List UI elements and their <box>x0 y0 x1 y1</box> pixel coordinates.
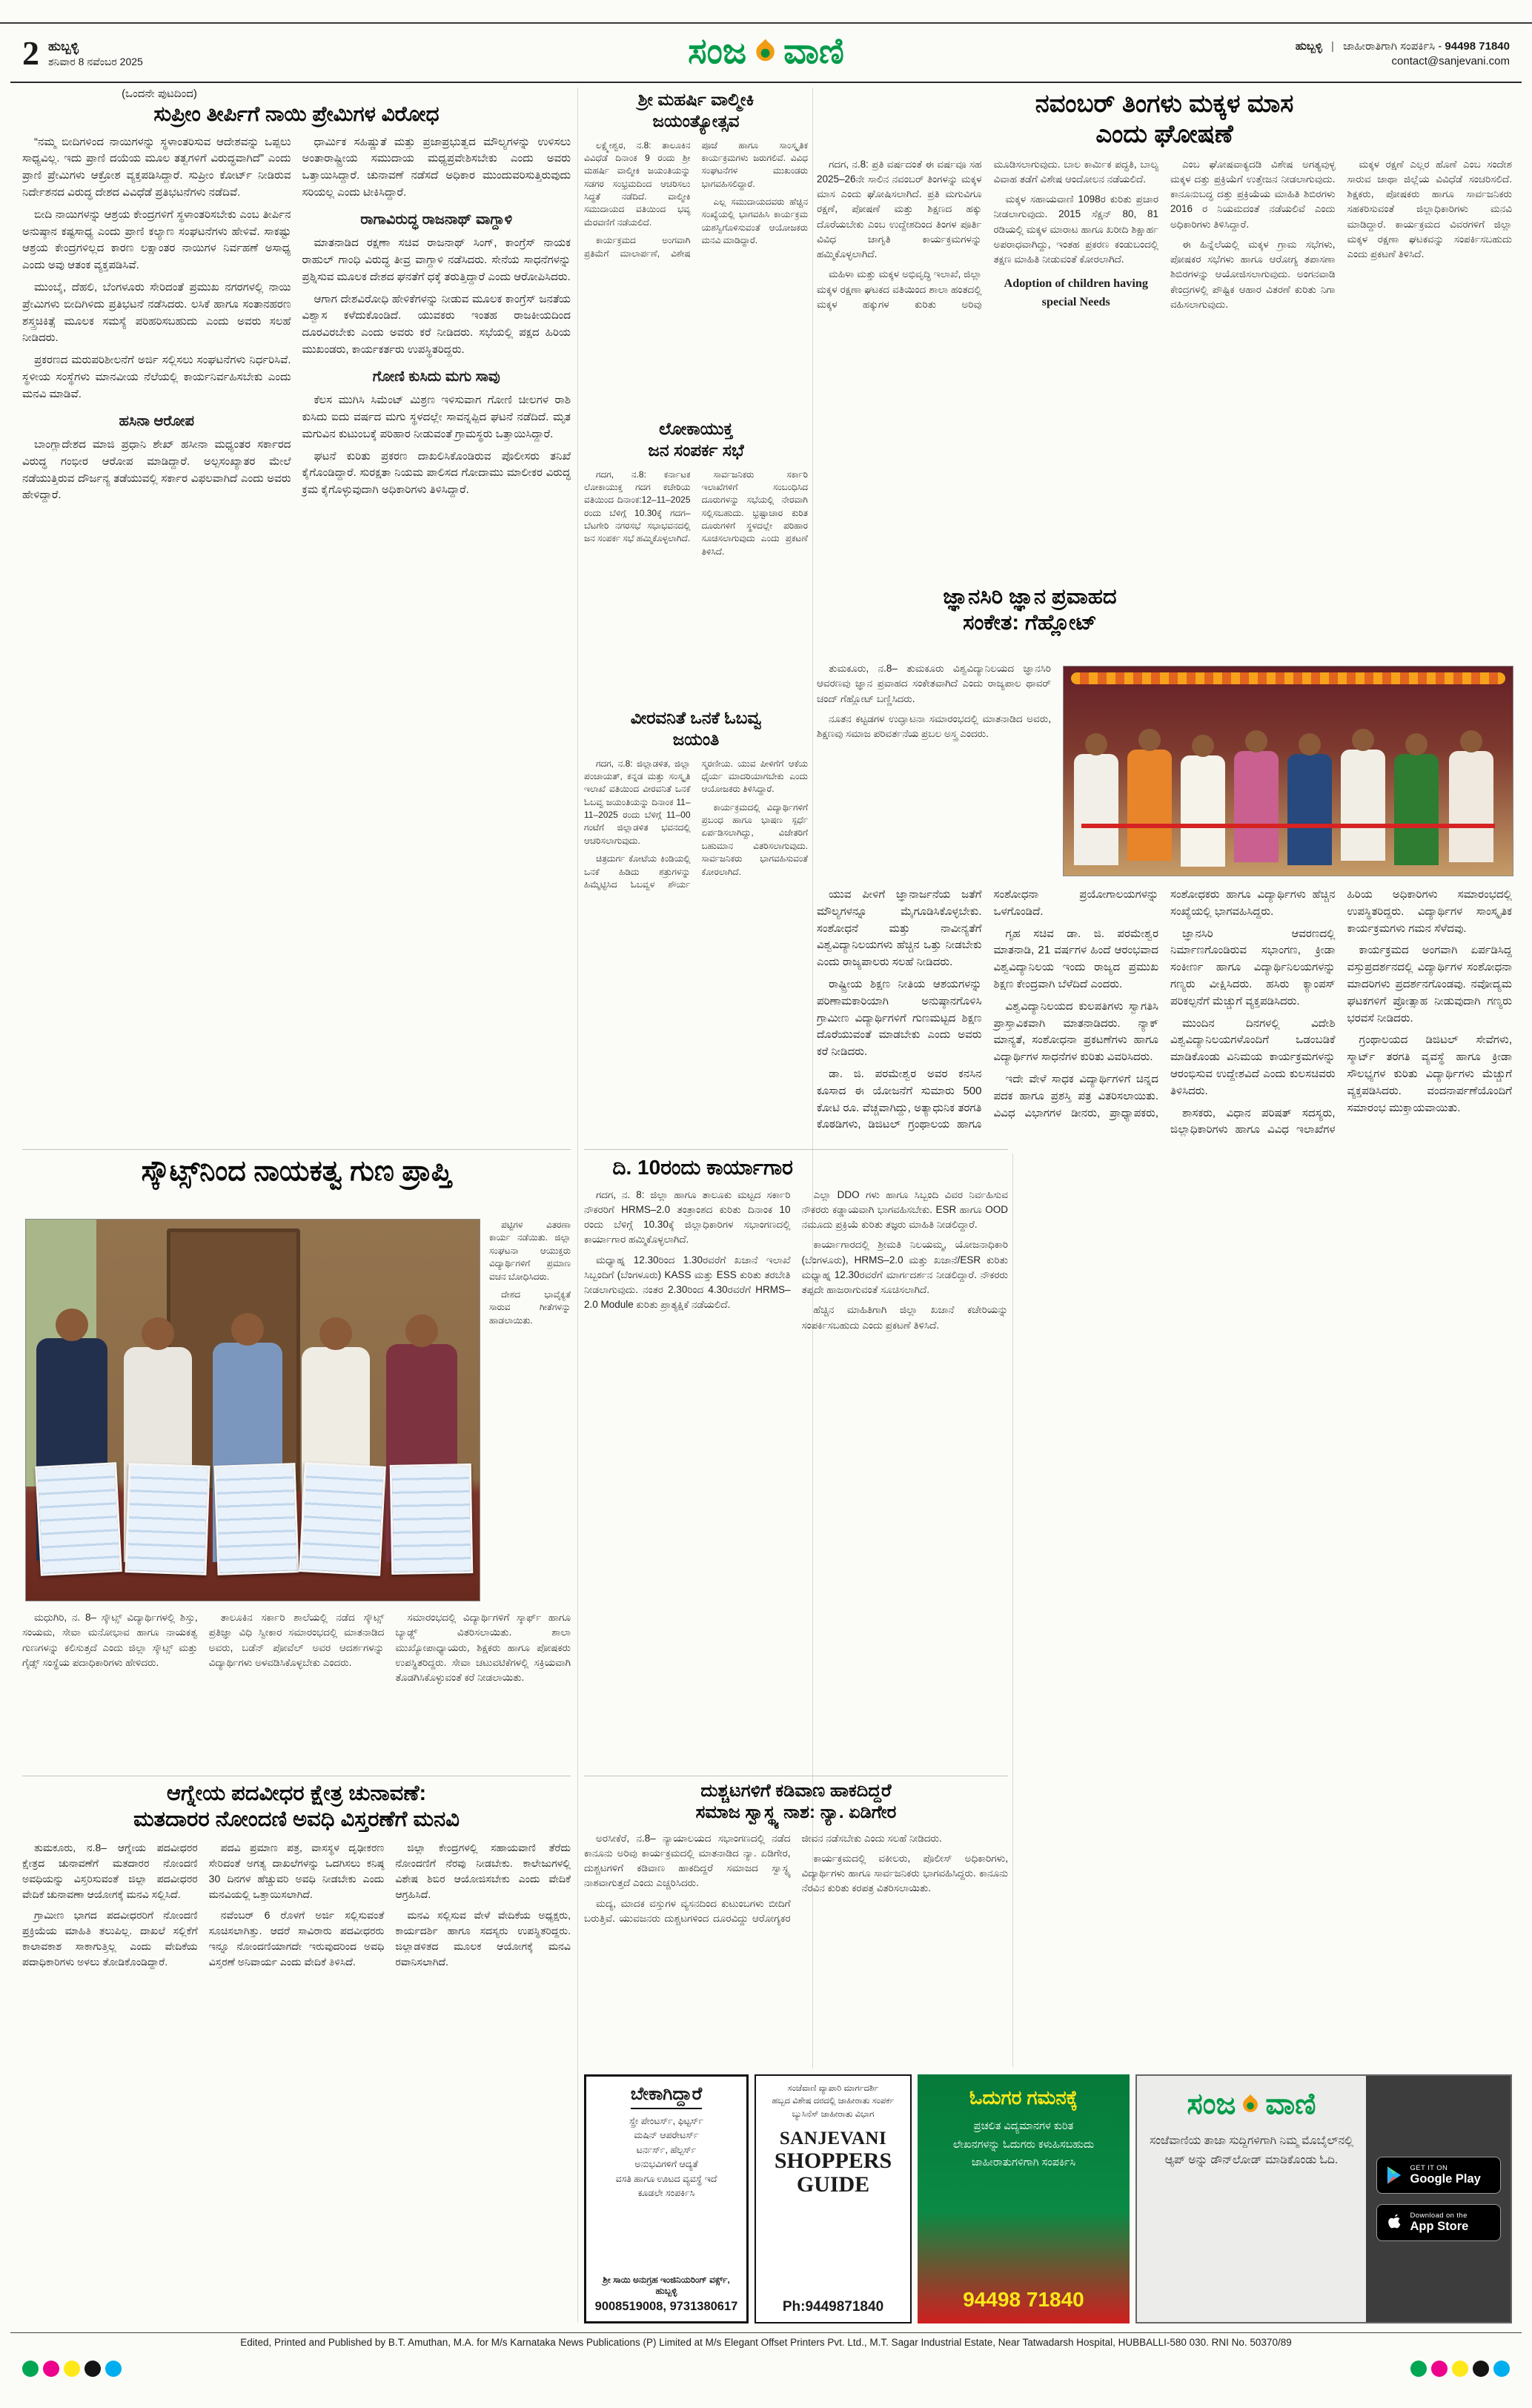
edition-block <box>48 37 143 68</box>
article-paragraph: ಗದಗ, ನ.8: ಕರ್ನಾಟಕ ಲೋಕಾಯುಕ್ತ ಗದಗ ಕಚೇರಿಯ ವತಿಯಿಂದ ದಿನಾಂಕ:12–11–2025 ರಂದು ಬೆಳಿಗ್ಗೆ 10.30ಕ್ಕೆ ಗದಗ–ಬೆಟಗೇರಿ ನಗರಸಭೆ ಸಭಾಭವನದಲ್ಲಿ ಜನ ಸಂಪರ್ಕ ಸಭೆ ಹಮ್ಮಿಕೊಳ್ಳಲಾಗಿದೆ. <box>584 469 691 544</box>
footer-rule <box>10 2332 1522 2333</box>
article-paragraph: ಲಕ್ಷ್ಮೇಶ್ವರ, ನ.8: ತಾಲೂಕಿನ ವಿವಿಧೆಡೆ ದಿನಾಂಕ 9 ರಂದು ಶ್ರೀ ಮಹರ್ಷಿ ವಾಲ್ಮೀಕಿ ಜಯಂತಿಯನ್ನು ಸಡಗರ ಸಂಭ್ರಮದಿಂದ ಆಚರಿಸಲು ಸಿದ್ಧತೆ ನಡೆದಿದೆ. ವಾಲ್ಮೀಕಿ ಸಮುದಾಯದ ವತಿಯಿಂದ ಭವ್ಯ ಮೆರವಣಿಗೆ ನಡೆಯಲಿದೆ. <box>584 139 691 228</box>
article-paragraph: ಗ್ರಂಥಾಲಯದ ಡಿಜಿಟಲ್ ಸೇವೆಗಳು, ಸ್ಮಾರ್ಟ್ ತರಗತಿ ವ್ಯವಸ್ಥೆ ಹಾಗೂ ಕ್ರೀಡಾ ಸೌಲಭ್ಯಗಳ ಕುರಿತು ವಿದ್ಯಾರ್ಥಿಗಳು ಮೆಚ್ಚುಗೆ ವ್ಯಕ್ತಪಡಿಸಿದರು. ವಂದನಾರ್ಪಣೆಯೊಂದಿಗೆ ಸಮಾರಂಭ ಮುಕ್ತಾಯವಾಯಿತು. <box>1347 1033 1512 1114</box>
badge-store-name: Google Play <box>1410 2172 1481 2186</box>
badge-caption: Download on the <box>1410 2211 1468 2220</box>
article-body <box>584 1188 1008 1773</box>
article-paragraph: ಕಾರ್ಯಕ್ರಮದಲ್ಲಿ ವಿದ್ಯಾರ್ಥಿಗಳಿಗೆ ಪ್ರಬಂಧ ಹಾಗೂ ಭಾಷಣ ಸ್ಪರ್ಧೆ ಏರ್ಪಡಿಸಲಾಗಿದ್ದು, ವಿಜೇತರಿಗೆ ಬಹುಮಾನ ವಿತರಿಸಲಾಗುವುದು. ಸಾರ್ವಜನಿಕರು ಭಾಗವಹಿಸುವಂತೆ ಕೋರಲಾಗಿದೆ. <box>701 801 808 877</box>
registration-dot <box>1431 2361 1448 2377</box>
imprint-line: Edited, Printed and Published by B.T. Amuthan, M.A. for M/s Karnataka News Publications (P) Limited at M/s Elegant Offset Printers Pvt. Ltd., M.T. Sagar Industrial Estate, Near Tatwadarsh Hospital, HUBBALLI-580 030. RNI No. 50370/89 <box>240 2337 1292 2348</box>
article-paragraph: ಶಾಸಕರು, ವಿಧಾನ ಪರಿಷತ್ ಸದಸ್ಯರು, ಜಿಲ್ಲಾಧಿಕಾರಿಗಳು ಹಾಗೂ ವಿವಿಧ ಇಲಾಖೆಗಳ ಹಿರಿಯ ಅಧಿಕಾರಿಗಳು ಸಮಾರಂಭದಲ್ಲಿ ಉಪಸ್ಥಿತರಿದ್ದರು. ವಿದ್ಯಾರ್ಥಿಗಳ ಸಾಂಸ್ಕೃತಿಕ ಕಾರ್ಯಕ್ರಮಗಳು ಗಮನ ಸೆಳೆದವು. <box>1170 888 1512 1137</box>
article-paragraph: ಸಮಾರಂಭದಲ್ಲಿ ವಿದ್ಯಾರ್ಥಿಗಳಿಗೆ ಸ್ಕಾರ್ಫ್ ಹಾಗೂ ಬ್ಯಾಡ್ಜ್ ವಿತರಿಸಲಾಯಿತು. ಶಾಲಾ ಮುಖ್ಯೋಪಾಧ್ಯಾಯರು, ಶಿಕ್ಷಕರು ಹಾಗೂ ಪೋಷಕರು ಉಪಸ್ಥಿತರಿದ್ದರು. ಸೇವಾ ಚಟುವಟಿಕೆಗಳಲ್ಲಿ ಸಕ್ರಿಯವಾಗಿ ತೊಡಗಿಸಿಕೊಳ್ಳುವಂತೆ ಕರೆ ನೀಡಲಾಯಿತು. <box>395 1612 571 1683</box>
registration-dot <box>22 2361 39 2377</box>
article-body <box>817 157 1512 577</box>
shoppers-ad-lines <box>772 2083 895 2121</box>
registration-dot <box>64 2361 80 2377</box>
headline-line: ಲೋಕಾಯುಕ್ತ <box>659 419 733 438</box>
wanted-ad-line: ವಸತಿ ಹಾಗೂ ಊಟದ ವ್ಯವಸ್ಥೆ ಇದೆ <box>615 2173 717 2184</box>
article-paragraph: ಬೀದಿ ನಾಯಿಗಳನ್ನು ಆಶ್ರಯ ಕೇಂದ್ರಗಳಿಗೆ ಸ್ಥಳಾಂತರಿಸಬೇಕು ಎಂಬ ತೀರ್ಪಿನ ಅನುಷ್ಠಾನ ಕಷ್ಟಸಾಧ್ಯ ಎಂದು ಪ್ರಾಣಿ ಕಲ್ಯಾಣ ಸಂಘಟನೆಗಳು ಹೇಳಿವೆ. ಸಾಕಷ್ಟು ಆಶ್ರಯ ಕೇಂದ್ರಗಳಿಲ್ಲದ ಕಾರಣ ಲಕ್ಷಾಂತರ ನಾಯಿಗಳ ನಿರ್ವಹಣೆ ಅಸಾಧ್ಯ ಎಂದು ಅವು ಆತಂಕ ವ್ಯಕ್ತಪಡಿಸಿವೆ. <box>22 208 291 272</box>
article-paragraph: ದೇಶದ ಭಾವೈಕ್ಯತೆ ಸಾರುವ ಗೀತೆಗಳನ್ನು ಹಾಡಲಾಯಿತು. <box>489 1289 571 1326</box>
app-ad-left <box>1137 2076 1366 2322</box>
article-paragraph: ಮಾತನಾಡಿದ ರಕ್ಷಣಾ ಸಚಿವ ರಾಜನಾಥ್ ಸಿಂಗ್, ಕಾಂಗ್ರೆಸ್ ನಾಯಕ ರಾಹುಲ್ ಗಾಂಧಿ ವಿರುದ್ಧ ತೀವ್ರ ವಾಗ್ದಾಳಿ ನಡೆಸಿದರು. ಸೇನೆಯ ಸಾಧನೆಗಳನ್ನು ಪ್ರಶ್ನಿಸುವ ಮೂಲಕ ದೇಶದ ಘನತೆಗೆ ಧಕ್ಕೆ ತರುತ್ತಿದ್ದಾರೆ ಎಂದು ಆರೋಪಿಸಿದರು. <box>302 236 571 283</box>
photo-person-shape <box>1287 754 1332 865</box>
article-paragraph: ಆಗಾಗ ದೇಶವಿರೋಧಿ ಹೇಳಿಕೆಗಳನ್ನು ನೀಡುವ ಮೂಲಕ ಕಾಂಗ್ರೆಸ್ ಜನತೆಯ ವಿಶ್ವಾಸ ಕಳೆದುಕೊಂಡಿದೆ. ಯುವಕರು ಇಂತಹ ರಾಜಕೀಯದಿಂದ ದೂರವಿರಬೇಕು ಎಂದು ಅವರು ಕರೆ ನೀಡಿದರು. ಸಭೆಯಲ್ಲಿ ಪಕ್ಷದ ಹಿರಿಯ ಮುಖಂಡರು, ಕಾರ್ಯಕರ್ತರು ಉಪಸ್ಥಿತರಿದ್ದರು. <box>302 292 571 356</box>
article-paragraph: ನೂತನ ಕಟ್ಟಡಗಳ ಉದ್ಘಾಟನಾ ಸಮಾರಂಭದಲ್ಲಿ ಮಾತನಾಡಿದ ಅವರು, ಶಿಕ್ಷಣವು ಸಮಾಜ ಪರಿವರ್ತನೆಯ ಪ್ರಬಲ ಅಸ್ತ್ರ ಎಂದರು. <box>817 712 1051 739</box>
notice-lines <box>953 2117 1094 2172</box>
article-paragraph: ಘಟನೆ ಕುರಿತು ಪ್ರಕರಣ ದಾಖಲಿಸಿಕೊಂಡಿರುವ ಪೊಲೀಸರು ತನಿಖೆ ಕೈಗೊಂಡಿದ್ದಾರೆ. ಸುರಕ್ಷತಾ ನಿಯಮ ಪಾಲಿಸದ ಗೋದಾಮು ಮಾಲೀಕರ ವಿರುದ್ಧ ಕ್ರಮ ಕೈಗೊಳ್ಳುವುದಾಗಿ ಅಧಿಕಾರಿಗಳು ತಿಳಿಸಿದ್ದಾರೆ. <box>302 449 571 497</box>
article-supreme-verdict <box>22 87 571 1148</box>
article-paragraph: ಧಾರ್ಮಿಕ ಸಹಿಷ್ಣುತೆ ಮತ್ತು ಪ್ರಜಾಪ್ರಭುತ್ವದ ಮೌಲ್ಯಗಳನ್ನು ಉಳಿಸಲು ಅಂತಾರಾಷ್ಟ್ರೀಯ ಸಮುದಾಯ ಮಧ್ಯಪ್ರವೇಶಿಸಬೇಕು ಎಂದು ಅವರು ಒತ್ತಾಯಿಸಿದ್ದಾರೆ. ಚುನಾವಣೆ ನಡೆಸದೆ ಅಧಿಕಾರ ಮುಂದುವರಿಸುತ್ತಿರುವುದು ಸರಿಯಲ್ಲ ಎಂದು ಟೀಕಿಸಿದ್ದಾರೆ. <box>302 135 571 199</box>
article-paragraph: ಅರಸೀಕೆರೆ, ನ.8– ನ್ಯಾಯಾಲಯದ ಸಭಾಂಗಣದಲ್ಲಿ ನಡೆದ ಕಾನೂನು ಅರಿವು ಕಾರ್ಯಕ್ರಮದಲ್ಲಿ ಮಾತನಾಡಿದ ನ್ಯಾ. ಏಡಿಗೇರ, ದುಶ್ಚಟಗಳಿಗೆ ಕಡಿವಾಣ ಹಾಕದಿದ್ದರೆ ಸಮಾಜದ ಸ್ವಾಸ್ಥ್ಯ ನಾಶವಾಗುತ್ತದೆ ಎಂದು ಎಚ್ಚರಿಸಿದರು. <box>584 1832 791 1889</box>
headline-supreme: ಸುಪ್ರೀಂ ತೀರ್ಪಿಗೆ ನಾಯಿ ಪ್ರೇಮಿಗಳ ವಿರೋಧ <box>153 102 440 125</box>
scouts-group-photo <box>25 1219 480 1601</box>
shoppers-ad-line: ಹಬ್ಬದ ವಿಶೇಷ ದರದಲ್ಲಿ ಜಾಹೀರಾತು ಸಂಪರ್ಕ <box>772 2097 895 2106</box>
article-workshop <box>584 1154 1008 1773</box>
article-childrens-month <box>817 87 1512 577</box>
article-paragraph: ಡಾ. ಜಿ. ಪರಮೇಶ್ವರ ಅವರ ಕನಸಿನ ಕೂಸಾದ ಈ ಯೋಜನೆಗೆ ಸುಮಾರು 500 ಕೋಟಿ ರೂ. ವೆಚ್ಚವಾಗಿದ್ದು, ಅತ್ಯಾಧುನಿಕ ತರಗತಿ ಕೊಠಡಿಗಳು, ಡಿಜಿಟಲ್ ಗ್ರಂಥಾಲಯ ಹಾಗೂ ಸಂಶೋಧನಾ ಪ್ರಯೋಗಾಲಯಗಳನ್ನು ಒಳಗೊಂಡಿದೆ. <box>817 888 1158 1131</box>
headline-line: ಸಂಕೇತ: ಗೆಹ್ಲೋಟ್ <box>963 610 1097 635</box>
badge-caption: GET IT ON <box>1410 2163 1448 2172</box>
article-paragraph: ಪಟ್ಟಿಗಳ ವಿತರಣಾ ಕಾರ್ಯ ನಡೆಯಿತು. ಜಿಲ್ಲಾ ಸಂಘಟನಾ ಆಯುಕ್ತರು ವಿದ್ಯಾರ್ಥಿಗಳಿಗೆ ಪ್ರಮಾಣ ವಚನ ಬೋಧಿಸಿದರು. <box>489 1220 571 1282</box>
registration-dot <box>84 2361 101 2377</box>
contact-separator: | <box>1331 40 1334 53</box>
article-paragraph: ತುಮಕೂರು, ನ.8– ಆಗ್ನೇಯ ಪದವೀಧರರ ಕ್ಷೇತ್ರದ ಚುನಾವಣೆಗೆ ಮತದಾರರ ನೋಂದಣಿ ಅವಧಿಯನ್ನು ವಿಸ್ತರಿಸುವಂತೆ ಜಿಲ್ಲಾ ಪದವೀಧರರ ವೇದಿಕೆ ಚುನಾವಣಾ ಆಯೋಗಕ್ಕೆ ಮನವಿ ಸಲ್ಲಿಸಿದೆ. <box>22 1841 198 1900</box>
photo-card-shape <box>390 1463 474 1575</box>
shoppers-ad-line: ಸಂಜೆವಾಣಿ ವ್ಯಾಪಾರಿ ಮಾರ್ಗದರ್ಶಿ <box>787 2084 879 2093</box>
article-paragraph: ಗ್ರಾಮೀಣ ಭಾಗದ ಪದವೀಧರರಿಗೆ ನೋಂದಣಿ ಪ್ರಕ್ರಿಯೆಯ ಮಾಹಿತಿ ತಲುಪಿಲ್ಲ. ದಾಖಲೆ ಸಲ್ಲಿಕೆಗೆ ಕಾಲಾವಕಾಶ ಸಾಕಾಗುತ್ತಿಲ್ಲ ಎಂದು ವೇದಿಕೆಯ ಪದಾಧಿಕಾರಿಗಳು ಅಳಲು ತೋಡಿಕೊಂಡಿದ್ದಾರೆ. <box>22 1908 198 1968</box>
article-paragraph: ಈ ಹಿನ್ನೆಲೆಯಲ್ಲಿ ಮಕ್ಕಳ ಗ್ರಾಮ ಸಭೆಗಳು, ಪೋಷಕರ ಸಭೆಗಳು ಹಾಗೂ ಆರೋಗ್ಯ ತಪಾಸಣಾ ಶಿಬಿರಗಳನ್ನು ಆಯೋಜಿಸಲಾಗುವುದು. ಅಂಗನವಾಡಿ ಕೇಂದ್ರಗಳಲ್ಲಿ ಪೌಷ್ಟಿಕ ಆಹಾರ ವಿತರಣೆ ಕುರಿತು ನಿಗಾ ವಹಿಸಲಾಗುವುದು. <box>1170 238 1336 310</box>
article-paragraph: ತುಮಕೂರು, ನ.8– ತುಮಕೂರು ವಿಶ್ವವಿದ್ಯಾನಿಲಯದ ಜ್ಞಾನಸಿರಿ ಆವರಣವು ಜ್ಞಾನ ಪ್ರವಾಹದ ಸಂಕೇತವಾಗಿದೆ ಎಂದು ರಾಜ್ಯಪಾಲ ಥಾವರ್ ಚಂದ್ ಗೆಹ್ಲೋಟ್ ಬಣ್ಣಿಸಿದರು. <box>817 663 1051 704</box>
photo-card-shape <box>213 1463 299 1575</box>
article-paragraph: ಎಂಬ ಘೋಷವಾಕ್ಯದಡಿ ವಿಶೇಷ ಅಗತ್ಯವುಳ್ಳ ಮಕ್ಕಳ ದತ್ತು ಪ್ರಕ್ರಿಯೆಗೆ ಉತ್ತೇಜನ ನೀಡಲಾಗುವುದು. ಕಾನೂನುಬದ್ಧ ದತ್ತು ಪ್ರಕ್ರಿಯೆಯ ಮಾಹಿತಿ ಶಿಬಿರಗಳು 2016 ರ ನಿಯಮದಂತೆ ನಡೆಯಲಿವೆ ಎಂದು ಅಧಿಕಾರಿಗಳು ತಿಳಿಸಿದ್ದಾರೆ. <box>1170 158 1336 230</box>
edition-date: ಶನಿವಾರ 8 ನವೆಂಬರ 2025 <box>48 56 143 67</box>
article-paragraph: ಹೆಚ್ಚಿನ ಮಾಹಿತಿಗಾಗಿ ಜಿಲ್ಲಾ ಖಜಾನೆ ಕಚೇರಿಯನ್ನು ಸಂಪರ್ಕಿಸಬಹುದು ಎಂದು ಪ್ರಕಟಣೆ ತಿಳಿಸಿದೆ. <box>801 1304 1008 1331</box>
headline-workshop: ದಿ. 10ರಂದು ಕಾರ್ಯಾಗಾರ <box>612 1156 793 1179</box>
wanted-ad-line: ಅನುಭವಿಗಳಿಗೆ ಆದ್ಯತೆ <box>634 2159 698 2170</box>
article-body <box>22 134 571 1148</box>
app-masthead-logo-icon <box>1238 2092 1263 2117</box>
headline-valmiki <box>584 89 808 132</box>
article-paragraph: ಚಿತ್ರದುರ್ಗ ಕೋಟೆಯ ಕಿಂಡಿಯಲ್ಲಿ ಒನಕೆ ಹಿಡಿದು ಶತ್ರುಗಳನ್ನು ಹಿಮ್ಮೆಟ್ಟಿಸಿದ ಓಬವ್ವಳ ಶೌರ್ಯ ಸ್ಮರಣೀಯ. ಯುವ ಪೀಳಿಗೆಗೆ ಆಕೆಯ ಧೈರ್ಯ ಮಾದರಿಯಾಗಬೇಕು ಎಂದು ಆಯೋಜಕರು ತಿಳಿಸಿದ್ದಾರೆ. <box>584 758 808 890</box>
article-bad-habits-judge <box>584 1779 1008 2067</box>
article-paragraph: ಮಧುಗಿರಿ, ನ. 8– ಸ್ಕೌಟ್ಸ್ ವಿದ್ಯಾರ್ಥಿಗಳಲ್ಲಿ ಶಿಸ್ತು, ಸಂಯಮ, ಸೇವಾ ಮನೋಭಾವ ಹಾಗೂ ನಾಯಕತ್ವ ಗುಣಗಳನ್ನು ಕಲಿಸುತ್ತದೆ ಎಂದು ಜಿಲ್ಲಾ ಸ್ಕೌಟ್ಸ್ ಮತ್ತು ಗೈಡ್ಸ್ ಸಂಸ್ಥೆಯ ಪದಾಧಿಕಾರಿಗಳು ಹೇಳಿದರು. <box>22 1612 198 1668</box>
article-paragraph: ಗದಗ, ನ.8: ಪ್ರತಿ ವರ್ಷದಂತೆ ಈ ವರ್ಷವೂ ಸಹ 2025–26ನೇ ಸಾಲಿನ ನವಂಬರ್ ತಿಂಗಳನ್ನು ಮಕ್ಕಳ ಮಾಸ ಎಂದು ಘೋಷಿಸಲಾಗಿದೆ. ಪ್ರತಿ ಮಗುವಿಗೂ ರಕ್ಷಣೆ, ಪೋಷಣೆ ಮತ್ತು ಶಿಕ್ಷಣದ ಹಕ್ಕು ದೊರೆಯಬೇಕು ಎಂಬ ಉದ್ದೇಶದಿಂದ ತಿಂಗಳ ಪೂರ್ತಿ ವಿವಿಧ ಜಾಗೃತಿ ಕಾರ್ಯಕ್ರಮಗಳನ್ನು ಹಮ್ಮಿಕೊಳ್ಳಲಾಗಿದೆ. <box>817 158 982 260</box>
article-body <box>22 1840 571 2322</box>
headline-line: ನವಂಬರ್ ತಿಂಗಳು ಮಕ್ಕಳ ಮಾಸ <box>1035 90 1294 118</box>
wanted-ad-phones: 9008519008, 9731380617 <box>594 2300 738 2313</box>
photo-person-shape <box>1074 754 1118 865</box>
headline-line: ಜನ ಸಂಪರ್ಕ ಸಭೆ <box>648 440 744 460</box>
kicker-from-page-one: (ಒಂದನೇ ಪುಟದಿಂದ) <box>122 87 197 100</box>
header-left <box>22 34 143 72</box>
article-body <box>584 1831 1008 2067</box>
notice-title: ಓದುಗರ ಗಮನಕ್ಕೆ <box>969 2086 1078 2108</box>
headline-election <box>22 1781 571 1833</box>
article-graduate-constituency <box>22 1779 571 2322</box>
article-body <box>22 1610 571 1775</box>
article-lede <box>817 661 1051 875</box>
photo-person-shape <box>1181 755 1225 867</box>
shoppers-phone: Ph:9449871840 <box>782 2299 884 2315</box>
app-ad-masthead <box>1187 2088 1316 2121</box>
article-paragraph: ಮಕ್ಕಳ ಸಹಾಯವಾಣಿ 1098ರ ಕುರಿತು ಪ್ರಚಾರ ನೀಡಲಾಗುವುದು. 2015 ಸೆಕ್ಷನ್ 80, 81 ರಡಿಯಲ್ಲಿ ಮಕ್ಕಳ ಮಾರಾಟ ಹಾಗೂ ಖರೀದಿ ಶಿಕ್ಷಾರ್ಹ ಅಪರಾಧವಾಗಿದ್ದು, ಇಂತಹ ಪ್ರಕರಣ ಕಂಡುಬಂದಲ್ಲಿ ತಕ್ಷಣ ಮಾಹಿತಿ ನೀಡುವಂತೆ ಕೋರಲಾಗಿದೆ. <box>993 194 1158 265</box>
app-store-badge <box>1376 2204 1501 2241</box>
headline-line: ಜಯಂತ್ಯೋತ್ಸವ <box>652 110 740 130</box>
app-masthead-right: ವಾಣಿ <box>1265 2088 1316 2120</box>
article-paragraph: ರಾಷ್ಟ್ರೀಯ ಶಿಕ್ಷಣ ನೀತಿಯ ಆಶಯಗಳನ್ನು ಪರಿಣಾಮಕಾರಿಯಾಗಿ ಅನುಷ್ಠಾನಗೊಳಿಸಿ ಗ್ರಾಮೀಣ ವಿದ್ಯಾರ್ಥಿಗಳಿಗೆ ಗುಣಮಟ್ಟದ ಶಿಕ್ಷಣ ದೊರೆಯುವಂತೆ ಮಾಡಬೇಕು ಎಂದು ಅವರು ಕರೆ ನೀಡಿದರು. <box>817 977 982 1059</box>
wanted-ad-line: ಕೂಡಲೇ ಸಂಪರ್ಕಿಸಿ <box>637 2187 695 2198</box>
photo-card-shape <box>299 1462 386 1576</box>
notice-line: ಜಾಹೀರಾತುಗಳಿಗಾಗಿ ಸಂಪರ್ಕಿಸಿ <box>971 2157 1076 2169</box>
contact-email: contact@sanjevani.com <box>1391 55 1510 67</box>
photo-person-shape <box>1341 750 1385 861</box>
article-paragraph: ಇದೇ ವೇಳೆ ಸಾಧಕ ವಿದ್ಯಾರ್ಥಿಗಳಿಗೆ ಚಿನ್ನದ ಪದಕ ಹಾಗೂ ಪ್ರಶಸ್ತಿ ಪತ್ರ ವಿತರಿಸಲಾಯಿತು. ವಿವಿಧ ವಿಭಾಗಗಳ ಡೀನರು, ಪ್ರಾಧ್ಯಾಪಕರು, ಸಂಶೋಧಕರು ಹಾಗೂ ವಿದ್ಯಾರ್ಥಿಗಳು ಹೆಚ್ಚಿನ ಸಂಖ್ಯೆಯಲ್ಲಿ ಭಾಗವಹಿಸಿದ್ದರು. <box>993 888 1336 1119</box>
article-paragraph: ಪದವಿ ಪ್ರಮಾಣ ಪತ್ರ, ವಾಸಸ್ಥಳ ದೃಢೀಕರಣ ಸೇರಿದಂತೆ ಅಗತ್ಯ ದಾಖಲೆಗಳನ್ನು ಒದಗಿಸಲು ಕನಿಷ್ಠ 30 ದಿನಗಳ ಹೆಚ್ಚುವರಿ ಅವಧಿ ನೀಡಬೇಕು ಎಂದು ಮನವಿಯಲ್ಲಿ ಒತ್ತಾಯಿಸಲಾಗಿದೆ. <box>208 1841 385 1900</box>
column-separator <box>577 87 578 2322</box>
headline-line: ಜ್ಞಾನಸಿರಿ ಜ್ಞಾನ ಪ್ರವಾಹದ <box>943 585 1117 609</box>
article-paragraph: ಸಾರ್ವಜನಿಕರು ಸರ್ಕಾರಿ ಇಲಾಖೆಗಳಿಗೆ ಸಂಬಂಧಿಸಿದ ದೂರುಗಳನ್ನು ಸಭೆಯಲ್ಲಿ ನೇರವಾಗಿ ಸಲ್ಲಿಸಬಹುದು. ಭ್ರಷ್ಟಾಚಾರ ಕುರಿತ ದೂರುಗಳಿಗೆ ಸ್ಥಳದಲ್ಲೇ ಪರಿಹಾರ ಸೂಚಿಸಲಾಗುವುದು ಎಂದು ಪ್ರಕಟಣೆ ತಿಳಿಸಿದೆ. <box>701 469 808 557</box>
wanted-ad-line: ಸ್ಪ್ರೇ ಪೇಂಟರ್ಸ್, ಫಿಟ್ಟರ್ಸ್ <box>629 2116 703 2126</box>
advertisement-row <box>584 2074 1512 2323</box>
headline-childrens-month <box>817 89 1512 150</box>
article-paragraph: ಮಧ್ಯಾಹ್ನ 12.30ರಿಂದ 1.30ರವರೆಗೆ ಖಜಾನೆ ಇಲಾಖೆ ಸಿಬ್ಬಂದಿಗೆ (ಬೆಂಗಳೂರು) KASS ಮತ್ತು ESS ಕುರಿತು ತರಬೇತಿ ನೀಡಲಾಗುವುದು. ನಂತರ 2.30ರಿಂದ 4.30ರವರೆಗೆ HRMS–2.0 Module ಕುರಿತು ಪ್ರಾತ್ಯಕ್ಷಿಕೆ ನಡೆಯಲಿದೆ. <box>584 1254 791 1311</box>
article-paragraph: Adoption of children having special Needs <box>1004 277 1148 308</box>
article-paragraph: ಪ್ರಕರಣದ ಮರುಪರಿಶೀಲನೆಗೆ ಅರ್ಜಿ ಸಲ್ಲಿಸಲು ಸಂಘಟನೆಗಳು ನಿರ್ಧರಿಸಿವೆ. ಸ್ಥಳೀಯ ಸಂಸ್ಥೆಗಳು ಮಾನವೀಯ ನೆಲೆಯಲ್ಲಿ ಕಾರ್ಯನಿರ್ವಹಿಸಬೇಕು ಎಂದು ಮನವಿ ಮಾಡಿವೆ. <box>22 354 291 400</box>
notice-phone: 94498 71840 <box>963 2288 1084 2311</box>
article-body <box>584 139 808 411</box>
registration-dot <box>43 2361 59 2377</box>
shoppers-guide-ad <box>755 2074 912 2323</box>
header-rule <box>10 82 1522 83</box>
photo-person-shape <box>1234 751 1279 862</box>
article-valmiki-jayanti <box>584 87 808 411</box>
article-paragraph: ವಿಶ್ವವಿದ್ಯಾನಿಲಯದ ಕುಲಪತಿಗಳು ಸ್ವಾಗತಿಸಿ ಪ್ರಾಸ್ತಾವಿಕವಾಗಿ ಮಾತನಾಡಿದರು. ನ್ಯಾಕ್ ಮಾನ್ಯತೆ, ಸಂಶೋಧನಾ ಪ್ರಕಟಣೆಗಳು ಹಾಗೂ ವಿದ್ಯಾರ್ಥಿಗಳ ಸಾಧನೆಗಳ ಕುರಿತು ವಿವರಿಸಿದರು. <box>993 999 1158 1064</box>
wanted-ad-line: ಮಷಿನ್ ಆಪರೇಟರ್ಸ್ <box>634 2130 699 2141</box>
headline-scouts: ಸ್ಕೌಟ್ಸ್‌ನಿಂದ ನಾಯಕತ್ವ ಗುಣ ಪ್ರಾಪ್ತಿ <box>141 1156 452 1187</box>
article-paragraph: ಮುಂಬೈ, ದೆಹಲಿ, ಬೆಂಗಳೂರು ಸೇರಿದಂತೆ ಪ್ರಮುಖ ನಗರಗಳಲ್ಲಿ ನಾಯಿ ಪ್ರೇಮಿಗಳು ಬೀದಿಗಿಳಿದು ಪ್ರತಿಭಟನೆ ನಡೆಸಿದರು. ಲಸಿಕೆ ಹಾಗೂ ಸಂತಾನಹರಣ ಶಸ್ತ್ರಚಿಕಿತ್ಸೆ ಮೂಲಕ ಸಮಸ್ಯೆ ಪರಿಹರಿಸಬಹುದು ಎಂದು ಅವರು ಸಲಹೆ ನೀಡಿದರು. <box>22 280 291 345</box>
shoppers-ad-line: ಬ್ಯುಸಿನೆಸ್ ಜಾಹೀರಾತು ವಿಭಾಗ <box>792 2109 875 2119</box>
app-download-ad <box>1135 2074 1512 2323</box>
registration-marks-right <box>1410 2361 1510 2377</box>
article-paragraph: ಗದಗ, ನ.8: ಜಿಲ್ಲಾಡಳಿತ, ಜಿಲ್ಲಾ ಪಂಚಾಯತ್, ಕನ್ನಡ ಮತ್ತು ಸಂಸ್ಕೃತಿ ಇಲಾಖೆ ವತಿಯಿಂದ ವೀರವನಿತೆ ಒನಕೆ ಓಬವ್ವ ಜಯಂತಿಯನ್ನು ದಿನಾಂಕ 11–11–2025 ರಂದು ಬೆಳಿಗ್ಗೆ 11–00 ಗಂಟೆಗೆ ಜಿಲ್ಲಾಡಳಿತ ಭವನದಲ್ಲಿ ಆಚರಿಸಲಾಗುವುದು. <box>584 758 691 846</box>
registration-dot <box>105 2361 122 2377</box>
edition-city: ಹುಬ್ಬಳ್ಳಿ <box>48 39 79 53</box>
photo-person-shape <box>1449 751 1493 862</box>
article-body <box>584 758 808 1148</box>
headline-gyanasiri <box>817 584 1243 636</box>
headline-line: ಎಂದು ಘೋಷಣೆ <box>1095 119 1233 148</box>
contact-phone: 94498 71840 <box>1445 40 1510 53</box>
masthead-text-left: ಸಂಜ <box>688 32 747 71</box>
article-paragraph: ಮದ್ಯ, ಮಾದಕ ವಸ್ತುಗಳ ವ್ಯಸನದಿಂದ ಕುಟುಂಬಗಳು ಬೀದಿಗೆ ಬರುತ್ತಿವೆ. ಯುವಜನರು ದುಶ್ಚಟಗಳಿಂದ ದೂರವಿದ್ದು ಆರೋಗ್ಯಕರ ಜೀವನ ನಡೆಸಬೇಕು ಎಂದು ಸಲಹೆ ನೀಡಿದರು. <box>584 1832 942 1924</box>
article-paragraph: “ನಮ್ಮ ಬೀದಿಗಳಿಂದ ನಾಯಿಗಳನ್ನು ಸ್ಥಳಾಂತರಿಸುವ ಆದೇಶವನ್ನು ಒಪ್ಪಲು ಸಾಧ್ಯವಿಲ್ಲ. ಇದು ಪ್ರಾಣಿ ದಯೆಯ ಮೂಲ ತತ್ವಗಳಿಗೆ ವಿರುದ್ಧವಾಗಿದೆ” ಎಂದು ಪ್ರಾಣಿ ಪ್ರೇಮಿಗಳು ಆಕ್ರೋಶ ವ್ಯಕ್ತಪಡಿಸಿದ್ದಾರೆ. ಸುಪ್ರೀಂ ಕೋರ್ಟ್ ನೀಡಿರುವ ನಿರ್ದೇಶನದ ವಿರುದ್ಧ ದೇಶದ ವಿವಿಧೆಡೆ ಪ್ರತಿಭಟನೆಗಳು ನಡೆದಿವೆ. <box>22 135 291 199</box>
article-paragraph: ತಾಲೂಕಿನ ಸರ್ಕಾರಿ ಶಾಲೆಯಲ್ಲಿ ನಡೆದ ಸ್ಕೌಟ್ಸ್ ಪ್ರತಿಜ್ಞಾ ವಿಧಿ ಸ್ವೀಕಾರ ಸಮಾರಂಭದಲ್ಲಿ ಮಾತನಾಡಿದ ಅವರು, ಬಡೆನ್ ಪೋವೆಲ್ ಅವರ ಆದರ್ಶಗಳನ್ನು ವಿದ್ಯಾರ್ಥಿಗಳು ಅಳವಡಿಸಿಕೊಳ್ಳಬೇಕು ಎಂದರು. <box>208 1612 385 1668</box>
article-paragraph: ಮಕ್ಕಳ ರಕ್ಷಣೆ ಎಲ್ಲರ ಹೊಣೆ ಎಂಬ ಸಂದೇಶ ಸಾರುವ ಜಾಥಾ ಜಿಲ್ಲೆಯ ವಿವಿಧೆಡೆ ಸಂಚರಿಸಲಿದೆ. ಶಿಕ್ಷಕರು, ಪೋಷಕರು ಹಾಗೂ ಸಾರ್ವಜನಿಕರು ಸಹಕರಿಸುವಂತೆ ಜಿಲ್ಲಾಧಿಕಾರಿಗಳು ಮನವಿ ಮಾಡಿದ್ದಾರೆ. ಕಾರ್ಯಕ್ರಮದ ವಿವರಗಳಿಗೆ ಜಿಲ್ಲಾ ಮಕ್ಕಳ ರಕ್ಷಣಾ ಘಟಕವನ್ನು ಸಂಪರ್ಕಿಸಬಹುದು ಎಂದು ಪ್ರಕಟಣೆ ತಿಳಿಸಿದೆ. <box>1347 158 1512 260</box>
article-paragraph: ಜಿಲ್ಲಾ ಕೇಂದ್ರಗಳಲ್ಲಿ ಸಹಾಯವಾಣಿ ತೆರೆದು ನೋಂದಣಿಗೆ ನೆರವು ನೀಡಬೇಕು. ಕಾಲೇಜುಗಳಲ್ಲಿ ವಿಶೇಷ ಶಿಬಿರ ಆಯೋಜಿಸಬೇಕು ಎಂದು ವೇದಿಕೆ ಆಗ್ರಹಿಸಿದೆ. <box>395 1841 571 1900</box>
headline-line: ಮತದಾರರ ನೋಂದಣಿ ಅವಧಿ ವಿಸ್ತರಣೆಗೆ ಮನವಿ <box>133 1807 460 1831</box>
article-paragraph: ಎಲ್ಲ ಸಮುದಾಯದವರು ಹೆಚ್ಚಿನ ಸಂಖ್ಯೆಯಲ್ಲಿ ಭಾಗವಹಿಸಿ ಕಾರ್ಯಕ್ರಮ ಯಶಸ್ವಿಗೊಳಿಸುವಂತೆ ಆಯೋಜಕರು ಮನವಿ ಮಾಡಿದ್ದಾರೆ. <box>701 196 808 246</box>
article-paragraph: ಕೆಲಸ ಮುಗಿಸಿ ಸಿಮೆಂಟ್ ಮಿಶ್ರಣ ಇಳಿಸುವಾಗ ಗೋಣಿ ಚೀಲಗಳ ರಾಶಿ ಕುಸಿದು ಐದು ವರ್ಷದ ಮಗು ಸ್ಥಳದಲ್ಲೇ ಸಾವನ್ನಪ್ಪಿದ ಘಟನೆ ನಡೆದಿದೆ. ಮೃತ ಮಗುವಿನ ಕುಟುಂಬಕ್ಕೆ ಪರಿಹಾರ ನೀಡುವಂತೆ ಗ್ರಾಮಸ್ಥರು ಒತ್ತಾಯಿಸಿದ್ದಾರೆ. <box>302 394 571 440</box>
article-paragraph: ರಾಗಾವಿರುದ್ಧ ರಾಜನಾಥ್ ವಾಗ್ದಾಳಿ <box>360 211 513 228</box>
headline-line: ಶ್ರೀ ಮಹರ್ಷಿ ವಾಲ್ಮೀಕಿ <box>637 90 755 109</box>
article-paragraph: ಜ್ಞಾನಸಿರಿ ಆವರಣದಲ್ಲಿ ನಿರ್ಮಾಣಗೊಂಡಿರುವ ಸಭಾಂಗಣ, ಕ್ರೀಡಾ ಸಂಕೀರ್ಣ ಹಾಗೂ ವಿದ್ಯಾರ್ಥಿನಿಲಯಗಳನ್ನು ಗಣ್ಯರು ವೀಕ್ಷಿಸಿದರು. ಹಸಿರು ಕ್ಯಾಂಪಸ್ ಪರಿಕಲ್ಪನೆಗೆ ಮೆಚ್ಚುಗೆ ವ್ಯಕ್ತಪಡಿಸಿದರು. <box>1170 927 1336 1008</box>
article-paragraph: ಮಹಿಳಾ ಮತ್ತು ಮಕ್ಕಳ ಅಭಿವೃದ್ಧಿ ಇಲಾಖೆ, ಜಿಲ್ಲಾ ಮಕ್ಕಳ ರಕ್ಷಣಾ ಘಟಕದ ವತಿಯಿಂದ ಶಾಲಾ ಹಂತದಲ್ಲಿ ಮಕ್ಕಳ ಹಕ್ಕುಗಳ ಕುರಿತು ಅರಿವು ಮೂಡಿಸಲಾಗುವುದು. ಬಾಲ ಕಾರ್ಮಿಕ ಪದ್ಧತಿ, ಬಾಲ್ಯ ವಿವಾಹ ತಡೆಗೆ ವಿಶೇಷ ಆಂದೋಲನ ನಡೆಯಲಿದೆ. <box>817 158 1158 310</box>
wanted-ad-lines <box>616 2114 717 2200</box>
wanted-ad <box>584 2074 749 2323</box>
shoppers-brand-1: SANJEVANI <box>779 2128 887 2149</box>
registration-marks-left <box>22 2361 122 2377</box>
article-scouts-leadership <box>22 1154 571 1775</box>
headline-line: ದುಶ್ಚಟಗಳಿಗೆ ಕಡಿವಾಣ ಹಾಕದಿದ್ದರೆ <box>700 1781 892 1801</box>
registration-dot <box>1410 2361 1427 2377</box>
registration-dot <box>1473 2361 1489 2377</box>
article-paragraph: ಗೋಣಿ ಕುಸಿದು ಮಗು ಸಾವು <box>372 368 500 385</box>
article-paragraph: ಮುಂದಿನ ದಿನಗಳಲ್ಲಿ ವಿದೇಶಿ ವಿಶ್ವವಿದ್ಯಾನಿಲಯಗಳೊಂದಿಗೆ ಒಡಂಬಡಿಕೆ ಮಾಡಿಕೊಂಡು ವಿನಿಮಯ ಕಾರ್ಯಕ್ರಮಗಳನ್ನು ಆರಂಭಿಸುವ ಉದ್ದೇಶವಿದೆ ಎಂದು ಕುಲಸಚಿವರು ತಿಳಿಸಿದರು. <box>1170 1016 1336 1097</box>
google-play-badge <box>1376 2157 1501 2194</box>
header-contact <box>1296 40 1510 67</box>
masthead-logo-icon <box>749 36 780 67</box>
photo-ribbon-shape <box>1081 824 1495 828</box>
readers-notice-ad <box>918 2074 1130 2323</box>
article-paragraph: ನವೆಂಬರ್ 6 ರೊಳಗೆ ಅರ್ಜಿ ಸಲ್ಲಿಸುವಂತೆ ಸೂಚಿಸಲಾಗಿತ್ತು. ಆದರೆ ಸಾವಿರಾರು ಪದವೀಧರರು ಇನ್ನೂ ನೋಂದಣಿಯಾಗದೇ ಇರುವುದರಿಂದ ಅವಧಿ ವಿಸ್ತರಣೆ ಅನಿವಾರ್ಯ ಎಂದು ವೇದಿಕೆ ತಿಳಿಸಿದೆ. <box>208 1908 385 1968</box>
headline-habits <box>584 1781 1008 1824</box>
contact-label: ಜಾಹೀರಾತಿಗಾಗಿ ಸಂಪರ್ಕಿಸಿ - <box>1343 40 1442 53</box>
app-masthead-left: ಸಂಜ <box>1187 2088 1236 2120</box>
notice-line: ಲೇಖನಗಳನ್ನು ಓದುಗರು ಕಳುಹಿಸಬಹುದು <box>952 2138 1095 2151</box>
article-paragraph: ಗೃಹ ಸಚಿವ ಡಾ. ಜಿ. ಪರಮೇಶ್ವರ ಮಾತನಾಡಿ, 21 ವರ್ಷಗಳ ಹಿಂದೆ ಆರಂಭವಾದ ವಿಶ್ವವಿದ್ಯಾನಿಲಯ ಇಂದು ರಾಜ್ಯದ ಪ್ರಮುಖ ಶಿಕ್ಷಣ ಕೇಂದ್ರವಾಗಿ ಬೆಳೆದಿದೆ ಎಂದರು. <box>993 927 1158 990</box>
headline-lokayukta <box>584 418 808 461</box>
article-body <box>584 469 808 701</box>
masthead-text-right: ವಾಣಿ <box>783 32 844 71</box>
section-separator <box>22 1149 571 1150</box>
article-lokayukta-meeting <box>584 417 808 700</box>
app-ad-text: ಸಂಜೆವಾಣಿಯ ತಾಜಾ ಸುದ್ದಿಗಳಿಗಾಗಿ ನಿಮ್ಮ ಮೊಬೈಲ್‌ನಲ್ಲಿ ಆ್ಯಪ್ ಅನ್ನು ಡೌನ್‌ಲೋಡ್ ಮಾಡಿಕೊಂಡು ಓದಿ. <box>1150 2134 1353 2166</box>
notice-line: ಪ್ರಚಲಿತ ವಿದ್ಯಮಾನಗಳ ಕುರಿತ <box>973 2120 1074 2132</box>
wanted-ad-title: ಬೇಕಾಗಿದ್ದಾರೆ <box>631 2084 702 2109</box>
headline-line: ವೀರವನಿತೆ ಒನಕೆ ಓಬವ್ವ <box>630 708 762 727</box>
article-paragraph: ಗದಗ, ನ. 8: ಜಿಲ್ಲಾ ಹಾಗೂ ತಾಲೂಕು ಮಟ್ಟದ ಸರ್ಕಾರಿ ನೌಕರರಿಗೆ HRMS–2.0 ತಂತ್ರಾಂಶದ ಕುರಿತು ದಿನಾಂಕ 10 ರಂದು ಬೆಳಿಗ್ಗೆ 10.30ಕ್ಕೆ ಜಿಲ್ಲಾಧಿಕಾರಿಗಳ ಸಭಾಂಗಣದಲ್ಲಿ ಕಾರ್ಯಾಗಾರ ಹಮ್ಮಿಕೊಳ್ಳಲಾಗಿದೆ. <box>584 1188 791 1246</box>
app-ad-badges <box>1366 2076 1511 2322</box>
article-paragraph: ಕಾರ್ಯಾಗಾರದಲ್ಲಿ ಶ್ರೀಮತಿ ನಿಲಯಮ್ಮ, ಯೋಜನಾಧಿಕಾರಿ (ಬೆಂಗಳೂರು), HRMS–2.0 ಮತ್ತು ಖಜಾನೆ/ESR ಕುರಿತು ಮಧ್ಯಾಹ್ನ 12.30ರವರೆಗೆ ಮಾರ್ಗದರ್ಶನ ನೀಡಲಿದ್ದಾರೆ. ನೌಕರರು ತಪ್ಪದೇ ಹಾಜರಾಗುವಂತೆ ಸೂಚಿಸಲಾಗಿದೆ. <box>801 1239 1008 1296</box>
photo-card-shape <box>35 1462 122 1576</box>
article-paragraph: ಎಲ್ಲಾ DDO ಗಳು ಹಾಗೂ ಸಿಬ್ಬಂದಿ ವಿವರ ನಿರ್ವಹಿಸುವ ನೌಕರರು ಕಡ್ಡಾಯವಾಗಿ ಭಾಗವಹಿಸಬೇಕು. ESR ಹಾಗೂ OOD ನಮೂದು ಪ್ರಕ್ರಿಯೆ ಕುರಿತು ತಜ್ಞರು ಮಾಹಿತಿ ನೀಡಲಿದ್ದಾರೆ. <box>801 1188 1008 1231</box>
article-paragraph: ಕಾರ್ಯಕ್ರಮದಲ್ಲಿ ವಕೀಲರು, ಪೊಲೀಸ್ ಅಧಿಕಾರಿಗಳು, ವಿದ್ಯಾರ್ಥಿಗಳು ಹಾಗೂ ಸಾರ್ವಜನಿಕರು ಭಾಗವಹಿಸಿದ್ದರು. ಕಾನೂನು ನೆರವಿನ ಕುರಿತು ಕರಪತ್ರ ವಿತರಿಸಲಾಯಿತು. <box>801 1852 1008 1894</box>
article-paragraph: ಕಾರ್ಯಕ್ರಮದ ಅಂಗವಾಗಿ ಏರ್ಪಡಿಸಿದ್ದ ವಸ್ತುಪ್ರದರ್ಶನದಲ್ಲಿ ವಿದ್ಯಾರ್ಥಿಗಳ ಸಂಶೋಧನಾ ಮಾದರಿಗಳು ಪ್ರದರ್ಶನಗೊಂಡವು. ನವೋದ್ಯಮ ಘಟಕಗಳಿಗೆ ಪ್ರೋತ್ಸಾಹ ನೀಡುವುದಾಗಿ ಗಣ್ಯರು ಭರವಸೆ ನೀಡಿದರು. <box>1347 944 1512 1025</box>
registration-dot <box>1493 2361 1510 2377</box>
article-paragraph: ಕಾರ್ಯಕ್ರಮದ ಅಂಗವಾಗಿ ಪ್ರತಿಮೆಗೆ ಮಾಲಾರ್ಪಣೆ, ವಿಶೇಷ ಪೂಜೆ ಹಾಗೂ ಸಾಂಸ್ಕೃತಿಕ ಕಾರ್ಯಕ್ರಮಗಳು ಜರುಗಲಿವೆ. ವಿವಿಧ ಸಂಘಟನೆಗಳ ಮುಖಂಡರು ಭಾಗವಹಿಸಲಿದ್ದಾರೆ. <box>584 139 808 259</box>
headline-line: ಆಗ್ನೇಯ ಪದವೀಧರ ಕ್ಷೇತ್ರ ಚುನಾವಣೆ: <box>166 1782 427 1805</box>
article-paragraph: ಯುವ ಪೀಳಿಗೆ ಜ್ಞಾನಾರ್ಜನೆಯ ಜತೆಗೆ ಮೌಲ್ಯಗಳನ್ನೂ ಮೈಗೂಡಿಸಿಕೊಳ್ಳಬೇಕು. ಸಂಶೋಧನೆ ಮತ್ತು ನಾವೀನ್ಯತೆಗೆ ವಿಶ್ವವಿದ್ಯಾನಿಲಯಗಳು ಹೆಚ್ಚಿನ ಒತ್ತು ನೀಡಬೇಕು ಎಂದು ರಾಜ್ಯಪಾಲರು ಸಲಹೆ ನೀಡಿದರು. <box>817 888 982 969</box>
shoppers-brand-2: SHOPPERS <box>774 2148 892 2173</box>
headline-obavva <box>584 707 808 750</box>
headline-line: ಸಮಾಜ ಸ್ವಾಸ್ಥ್ಯ ನಾಶ: ನ್ಯಾ. ಏಡಿಗೇರ <box>695 1802 897 1822</box>
article-paragraph: ಹಸಿನಾ ಆರೋಪ <box>119 412 195 429</box>
badge-store-name: App Store <box>1410 2220 1469 2234</box>
article-paragraph: ಮನವಿ ಸಲ್ಲಿಸುವ ವೇಳೆ ವೇದಿಕೆಯ ಅಧ್ಯಕ್ಷರು, ಕಾರ್ಯದರ್ಶಿ ಹಾಗೂ ಸದಸ್ಯರು ಉಪಸ್ಥಿತರಿದ್ದರು. ಜಿಲ್ಲಾಡಳಿತದ ಮೂಲಕ ಆಯೋಗಕ್ಕೆ ಮನವಿ ರವಾನಿಸಲಾಗಿದೆ. <box>395 1908 571 1968</box>
google-play-icon <box>1385 2166 1404 2185</box>
shoppers-brand-3: GUIDE <box>796 2172 870 2197</box>
headline-line: ಜಯಂತಿ <box>672 729 720 749</box>
photo-card-shape <box>125 1463 210 1575</box>
top-rule <box>0 22 1532 24</box>
article-obavva-jayanti <box>584 706 808 1148</box>
photo-garland-shape <box>1071 672 1505 684</box>
photo-person-shape <box>1127 750 1172 861</box>
gyanasiri-event-photo <box>1063 666 1513 876</box>
page-number: 2 <box>22 34 39 72</box>
masthead <box>688 31 844 73</box>
photo-person-shape <box>1394 754 1439 865</box>
article-paragraph: ಬಾಂಗ್ಲಾದೇಶದ ಮಾಜಿ ಪ್ರಧಾನಿ ಶೇಖ್ ಹಸೀನಾ ಮಧ್ಯಂತರ ಸರ್ಕಾರದ ವಿರುದ್ಧ ಗಂಭೀರ ಆರೋಪ ಮಾಡಿದ್ದಾರೆ. ಅಲ್ಪಸಂಖ್ಯಾತರ ಮೇಲೆ ನಡೆಯುತ್ತಿರುವ ದೌರ್ಜನ್ಯ ತಡೆಯುವಲ್ಲಿ ಸರ್ಕಾರ ವಿಫಲವಾಗಿದೆ ಎಂದು ಅವರು ಹೇಳಿದ್ದಾರೆ. <box>22 437 291 502</box>
wanted-ad-line: ಟರ್ನರ್ಸ್, ಹೆಲ್ಪರ್ಸ್ <box>636 2144 697 2155</box>
article-side-column <box>489 1219 571 1600</box>
registration-dot <box>1452 2361 1468 2377</box>
contact-city: ಹುಬ್ಬಳ್ಳಿ <box>1295 40 1322 53</box>
wanted-ad-company: ಶ್ರೀ ಸಾಯಿ ಅನುಗ್ರಹ ಇಂಜಿನಿಯರಿಂಗ್ ವರ್ಕ್ಸ್, ಹುಬ್ಬಳ್ಳಿ <box>603 2275 730 2296</box>
apple-icon <box>1385 2213 1404 2232</box>
